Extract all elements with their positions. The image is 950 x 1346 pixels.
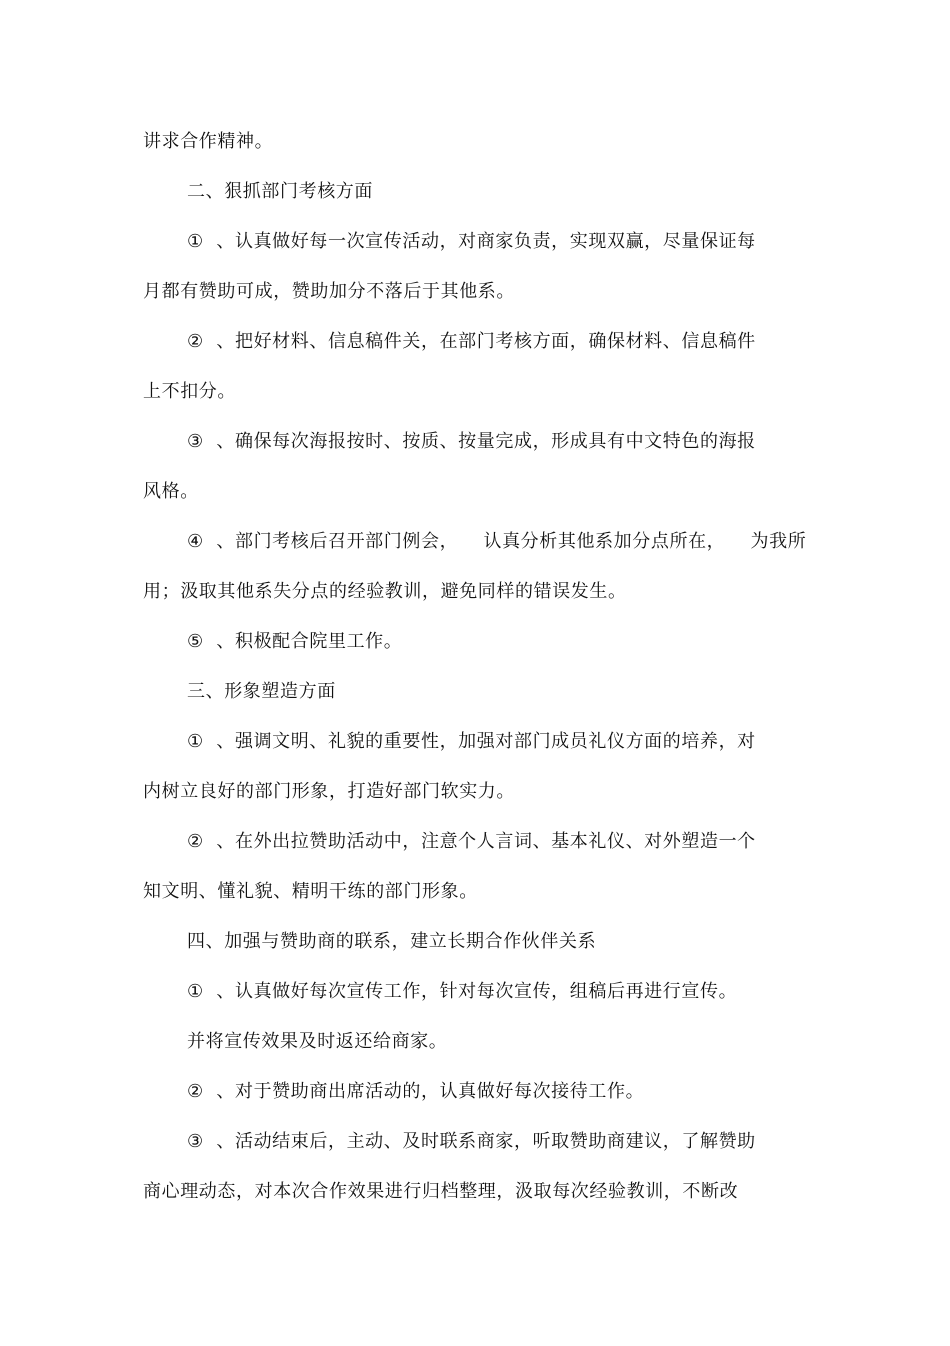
text-line-item: ③ 、活动结束后，主动、及时联系商家，听取赞助商建议，了解赞助 bbox=[187, 1131, 756, 1152]
text-line-continuation: 月都有赞助可成，赞助加分不落后于其他系。 bbox=[143, 281, 515, 302]
text-line-continuation: 上不扣分。 bbox=[143, 381, 236, 402]
section-heading-2: 二、狠抓部门考核方面 bbox=[187, 181, 373, 202]
text-line-item: ③ 、确保每次海报按时、按质、按量完成，形成具有中文特色的海报 bbox=[187, 431, 756, 452]
text-line-item: ② 、把好材料、信息稿件关，在部门考核方面，确保材料、信息稿件 bbox=[187, 331, 756, 352]
text-line-continuation: 商心理动态，对本次合作效果进行归档整理，汲取每次经验教训，不断改 bbox=[143, 1181, 739, 1202]
text-line-item: ④ 、部门考核后召开部门例会， 认真分析其他系加分点所在， 为我所 bbox=[187, 531, 807, 552]
text-line-continuation: 内树立良好的部门形象，打造好部门软实力。 bbox=[143, 781, 515, 802]
section-heading-4: 四、加强与赞助商的联系，建立长期合作伙伴关系 bbox=[187, 931, 597, 952]
section-heading-3: 三、形象塑造方面 bbox=[187, 681, 336, 702]
text-line-item: ② 、在外出拉赞助活动中，注意个人言词、基本礼仪、对外塑造一个 bbox=[187, 831, 756, 852]
text-line-continuation: 并将宣传效果及时返还给商家。 bbox=[187, 1031, 448, 1052]
text-line-item: ① 、强调文明、礼貌的重要性，加强对部门成员礼仪方面的培养，对 bbox=[187, 731, 756, 752]
text-line-item: ⑤ 、积极配合院里工作。 bbox=[187, 631, 403, 652]
text-line-item: ① 、认真做好每一次宣传活动，对商家负责，实现双赢，尽量保证每 bbox=[187, 231, 756, 252]
text-line-continuation: 知文明、懂礼貌、精明干练的部门形象。 bbox=[143, 881, 478, 902]
text-line-continuation: 风格。 bbox=[143, 481, 199, 502]
text-line-item: ② 、对于赞助商出席活动的，认真做好每次接待工作。 bbox=[187, 1081, 645, 1102]
text-line-continuation: 讲求合作精神。 bbox=[143, 131, 274, 152]
text-line-item: ① 、认真做好每次宣传工作，针对每次宣传，组稿后再进行宣传。 bbox=[187, 981, 738, 1002]
text-line-continuation: 用；汲取其他系失分点的经验教训，避免同样的错误发生。 bbox=[143, 581, 627, 602]
